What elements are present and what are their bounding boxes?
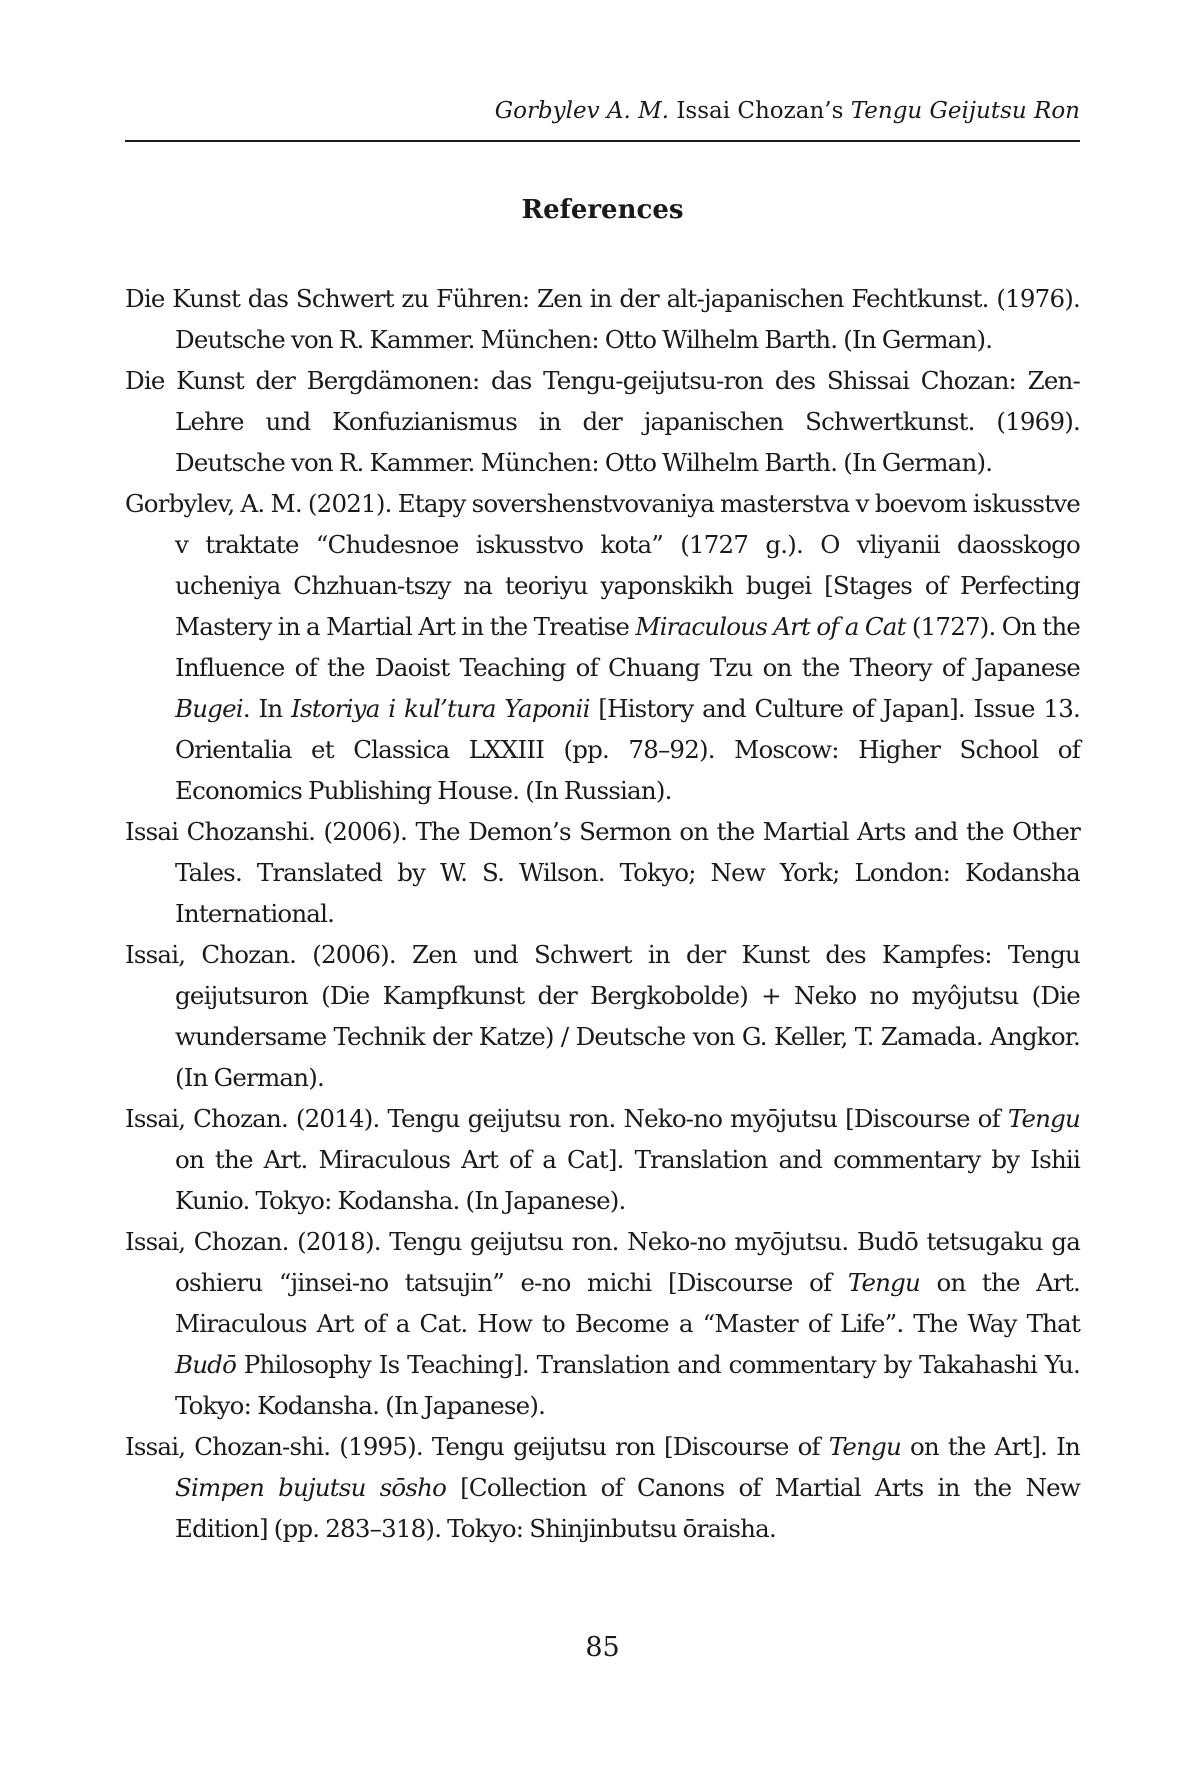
reference-italic-text: Tengu [828, 1432, 901, 1461]
reference-text: Issai, Chozan-shi. (1995). Tengu geijutsu ron [Discourse of [125, 1432, 829, 1461]
references-heading: References [521, 195, 684, 225]
reference-text: [Collection of Canons of Martial Arts in the New Edition] (pp. 283–318). Tokyo: Shinjinbutsu ōraisha. [175, 1473, 1080, 1543]
reference-italic-text: Tengu [847, 1268, 920, 1297]
reference-text: Gorbylev, A. M. (2021). Etapy sovershenstvovaniya masterstva v boevom iskusstve v traktate “Chudesnoe iskusstvo kota” (1727 g.). O vliyanii daosskogo ucheniya Chzhuan-tszy na teoriyu yaponskikh bugei [Stages of Perfecting Mastery in a Martial Art in the Treatise [125, 489, 1080, 641]
reference-list [125, 278, 1080, 1549]
reference-italic-text: Tengu [1007, 1104, 1080, 1133]
reference-text: Die Kunst der Bergdämonen: das Tengu-geijutsu-ron des Shissai Chozan: Zen-Lehre und Konfuzianismus in der japanischen Schwertkunst. (1969). Deutsche von R. Kammer. München: Otto Wilhelm Barth. (In German). [125, 366, 1080, 477]
reference-entry [125, 360, 1080, 483]
reference-entry [125, 483, 1080, 811]
reference-entry [125, 278, 1080, 360]
reference-text: [History and Culture of Japan]. Issue 13. Orientalia et Classica LXXIII (pp. 78–92). Moscow: Higher School of Economics Publishing House. (In Russian). [175, 694, 1080, 805]
reference-text: Issai, Chozan. (2014). Tengu geijutsu ron. Neko-no myōjutsu [Discourse of [125, 1104, 1008, 1133]
reference-text: Issai Chozanshi. (2006). The Demon’s Sermon on the Martial Arts and the Other Tales. Translated by W. S. Wilson. Tokyo; New York; London: Kodansha International. [125, 817, 1080, 928]
reference-italic-text: Budō [175, 1350, 237, 1379]
reference-entry [125, 1098, 1080, 1221]
reference-text: Die Kunst das Schwert zu Führen: Zen in der alt-japanischen Fechtkunst. (1976). Deutsche von R. Kammer. München: Otto Wilhelm Barth. (In German). [125, 284, 1080, 354]
running-header [495, 96, 1080, 126]
reference-italic-text: Istoriya i kul’tura Yaponii [291, 694, 590, 723]
reference-entry [125, 811, 1080, 934]
reference-entry [125, 1426, 1080, 1549]
page-number: 85 [585, 1632, 620, 1663]
reference-text: Philosophy Is Teaching]. Translation and commentary by Takahashi Yu. Tokyo: Kodansha. (In Japanese). [175, 1350, 1080, 1420]
reference-text: Issai, Chozan. (2018). Tengu geijutsu ron. Neko-no myōjutsu. Budō tetsugaku ga oshieru “jinsei-no tatsujin” e-no michi [Discourse of [125, 1227, 1080, 1297]
reference-text: . In [242, 694, 292, 723]
reference-italic-text: Simpen bujutsu sōsho [175, 1473, 447, 1502]
reference-text: on the Art. Miraculous Art of a Cat]. Translation and commentary by Ishii Kunio. Tokyo: Kodansha. (In Japanese). [175, 1145, 1080, 1215]
header-title: Tengu Geijutsu Ron [850, 98, 1080, 124]
reference-text: on the Art]. In [900, 1432, 1080, 1461]
reference-text: on the Art. Miraculous Art of a Cat. How to Become a “Master of Life”. The Way That [175, 1268, 1080, 1338]
reference-entry [125, 1221, 1080, 1426]
reference-italic-text: Miraculous Art of a Cat [635, 612, 906, 641]
reference-italic-text: Bugei [175, 694, 243, 723]
header-author: Gorbylev A. M. [494, 98, 670, 124]
reference-text: Issai, Chozan. (2006). Zen und Schwert in der Kunst des Kampfes: Tengu geijutsuron (Die Kampfkunst der Bergkobolde) + Neko no myôjutsu (Die wundersame Technik der Katze) / Deutsche von G. Keller, T. Zamada. Angkor. (In German). [125, 940, 1080, 1092]
header-rule [125, 140, 1080, 142]
header-middle: Issai Chozan’s [669, 98, 851, 124]
reference-entry [125, 934, 1080, 1098]
reference-text: (1727). On the Influence of the Daoist Teaching of Chuang Tzu on the Theory of Japanese [175, 612, 1080, 682]
